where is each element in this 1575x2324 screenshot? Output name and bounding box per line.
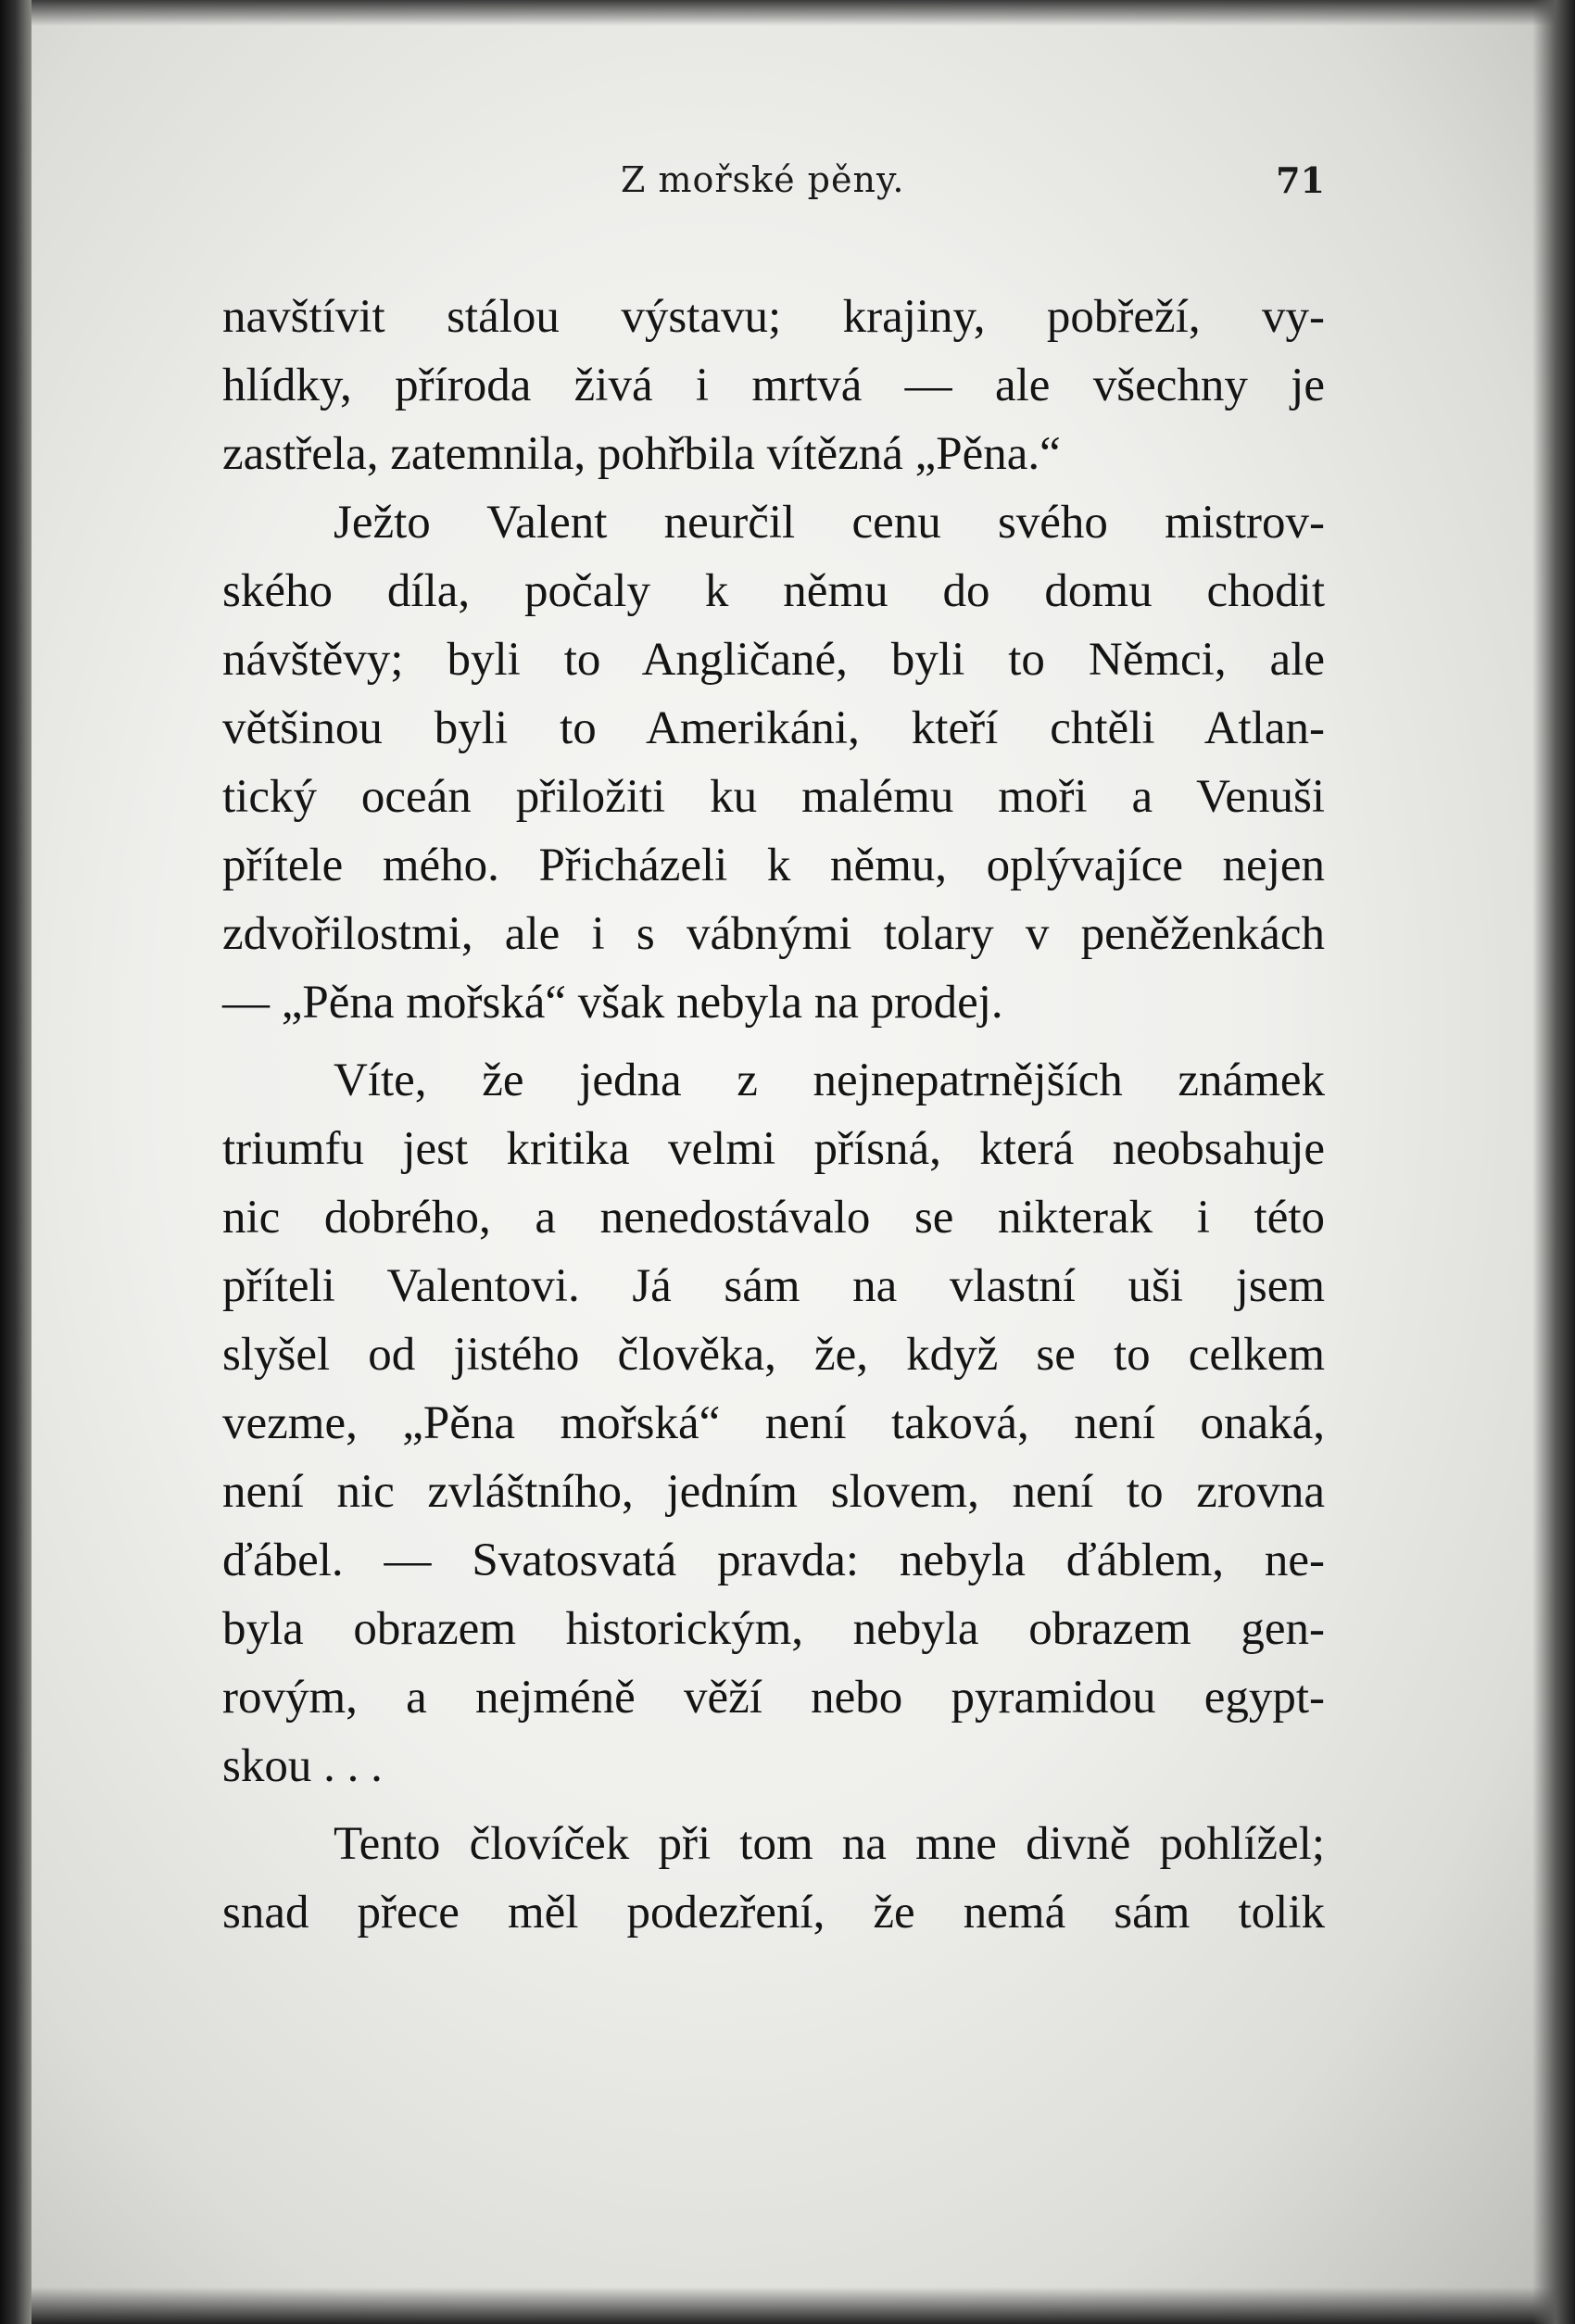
text-line: skou . . . — [222, 1740, 383, 1792]
text-line: návštěvy; byli to Angličané, byli to Němci, ale — [222, 634, 1325, 686]
text-line: přítele mého. Přicházeli k němu, oplývajíce nejen — [222, 840, 1325, 891]
running-title: Z mořské pěny. — [621, 159, 905, 200]
text-line: vezme, „Pěna mořská“ není taková, není onaká, — [222, 1397, 1325, 1449]
scan-edge-bottom — [0, 2287, 1575, 2324]
running-header — [222, 159, 1325, 215]
text-line: — „Pěna mořská“ však nebyla na prodej. — [222, 977, 1003, 1029]
text-line: nic dobrého, a nenedostávalo se nikterak i této — [222, 1192, 1325, 1244]
body-text — [222, 283, 1325, 1947]
text-line: Víte, že jedna z nejnepatrnějších známek — [334, 1055, 1325, 1106]
text-line: zastřela, zatemnila, pohřbila vítězná „Pěna.“ — [222, 428, 1061, 480]
text-line: rovým, a nejméně věží nebo pyramidou egypt- — [222, 1672, 1325, 1724]
paragraph-1 — [222, 283, 1325, 488]
text-line: Ježto Valent neurčil cenu svého mistrov- — [334, 497, 1325, 549]
paragraph-4 — [222, 1810, 1325, 1947]
paragraph-3 — [222, 1046, 1325, 1800]
text-line: hlídky, příroda živá i mrtvá — ale všechny je — [222, 360, 1325, 411]
page-number: 71 — [1276, 159, 1325, 201]
text-line: ďábel. — Svatosvatá pravda: nebyla ďáblem, ne- — [222, 1535, 1325, 1586]
scan-edge-right — [1532, 0, 1575, 2324]
text-line: navštívit stálou výstavu; krajiny, pobřeží, vy- — [222, 291, 1325, 343]
scan-edge-left — [0, 0, 32, 2324]
paragraph-2 — [222, 488, 1325, 1037]
text-line: triumfu jest kritika velmi přísná, která neobsahuje — [222, 1123, 1325, 1175]
text-line: ského díla, počaly k němu do domu chodit — [222, 565, 1325, 617]
text-line: tický oceán přiložiti ku malému moři a Venuši — [222, 771, 1325, 823]
text-line: příteli Valentovi. Já sám na vlastní uši jsem — [222, 1260, 1325, 1312]
text-line: Tento človíček při tom na mne divně pohlížel; — [334, 1818, 1325, 1870]
text-line: byla obrazem historickým, nebyla obrazem gen- — [222, 1603, 1325, 1655]
text-line: slyšel od jistého člověka, že, když se to celkem — [222, 1329, 1325, 1381]
text-line: snad přece měl podezření, že nemá sám tolik — [222, 1887, 1325, 1939]
scan-edge-top — [0, 0, 1575, 26]
text-line: většinou byli to Amerikáni, kteří chtěli Atlan- — [222, 702, 1325, 754]
text-line: není nic zvláštního, jedním slovem, není to zrovna — [222, 1466, 1325, 1518]
text-line: zdvořilostmi, ale i s vábnými tolary v peněženkách — [222, 908, 1325, 960]
